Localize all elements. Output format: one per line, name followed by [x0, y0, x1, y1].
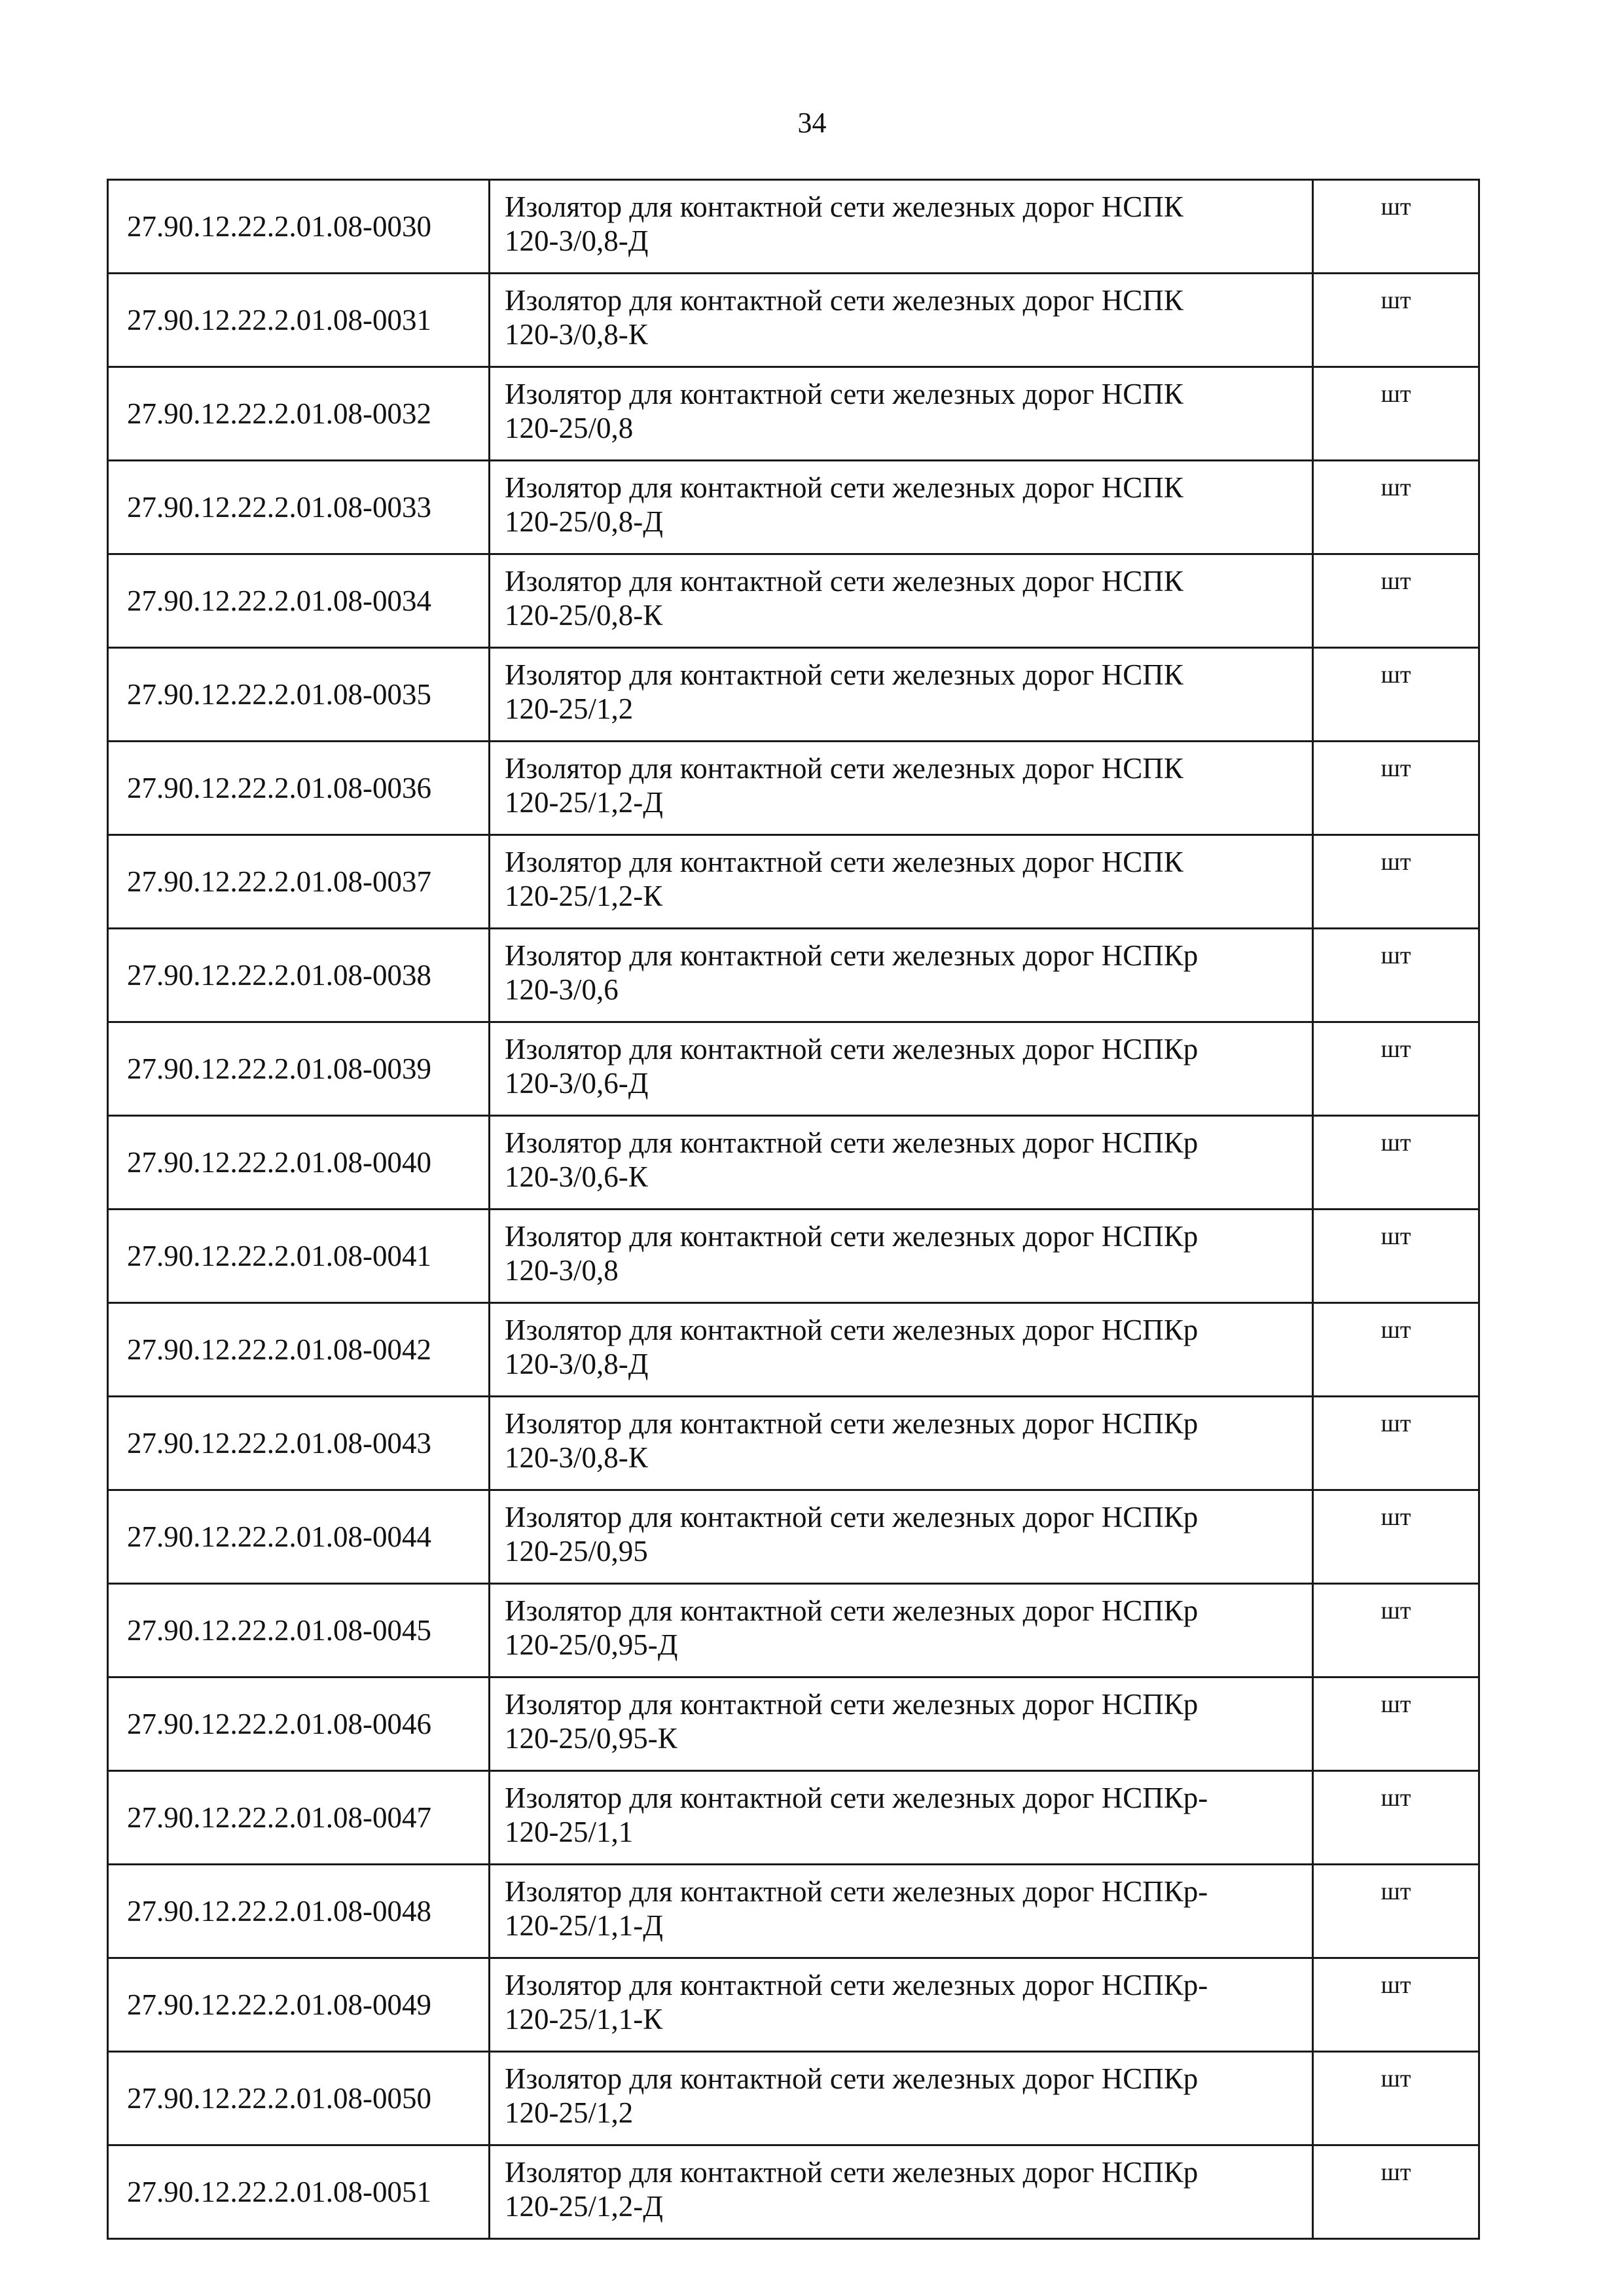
- unit-cell: шт: [1313, 1490, 1479, 1584]
- resource-name-line-2: 120-25/1,2: [505, 692, 634, 725]
- unit-cell: шт: [1313, 1958, 1479, 2052]
- table-row: [108, 554, 1479, 648]
- unit-cell: шт: [1313, 648, 1479, 742]
- resource-name-line-2: 120-25/0,8: [505, 412, 634, 444]
- resource-code-cell: 27.90.12.22.2.01.08-0050: [108, 2052, 490, 2145]
- table-row: [108, 835, 1479, 929]
- unit-cell: шт: [1313, 1116, 1479, 1210]
- table-row: [108, 461, 1479, 554]
- unit-cell: шт: [1313, 180, 1479, 274]
- resource-name-line-2: 120-25/1,2-Д: [505, 2190, 663, 2223]
- resource-name-cell: [490, 1677, 1313, 1771]
- unit-cell: шт: [1313, 2145, 1479, 2239]
- resource-code-cell: 27.90.12.22.2.01.08-0044: [108, 1490, 490, 1584]
- table-row: [108, 2145, 1479, 2239]
- resource-name-line-1: Изолятор для контактной сети железных дорог НСПК: [505, 190, 1183, 223]
- resource-name-line-1: Изолятор для контактной сети железных дорог НСПКр: [505, 1594, 1199, 1627]
- resource-name-line-1: Изолятор для контактной сети железных дорог НСПК: [505, 565, 1183, 598]
- resource-name-line-1: Изолятор для контактной сети железных дорог НСПКр: [505, 1501, 1199, 1534]
- resource-name-cell: [490, 461, 1313, 554]
- resource-name-line-2: 120-3/0,8-Д: [505, 1348, 649, 1380]
- unit-cell: шт: [1313, 742, 1479, 835]
- resource-name-line-1: Изолятор для контактной сети железных дорог НСПКр-: [505, 1782, 1208, 1814]
- resource-name-cell: [490, 742, 1313, 835]
- resource-name-cell: [490, 1022, 1313, 1116]
- resource-name-cell: [490, 835, 1313, 929]
- table-row: [108, 1022, 1479, 1116]
- resource-name-line-2: 120-25/1,1-Д: [505, 1909, 663, 1942]
- unit-cell: шт: [1313, 461, 1479, 554]
- unit-cell: шт: [1313, 1865, 1479, 1958]
- resource-name-line-2: 120-25/1,2-К: [505, 880, 663, 912]
- resource-name-cell: [490, 2145, 1313, 2239]
- resource-code-cell: 27.90.12.22.2.01.08-0033: [108, 461, 490, 554]
- resource-code-cell: 27.90.12.22.2.01.08-0043: [108, 1397, 490, 1490]
- unit-cell: шт: [1313, 1584, 1479, 1677]
- resource-name-line-1: Изолятор для контактной сети железных дорог НСПКр: [505, 1220, 1199, 1253]
- resource-code-cell: 27.90.12.22.2.01.08-0046: [108, 1677, 490, 1771]
- table-row: [108, 1490, 1479, 1584]
- resource-name-cell: [490, 1865, 1313, 1958]
- table-row: [108, 1116, 1479, 1210]
- resource-name-line-1: Изолятор для контактной сети железных дорог НСПКр: [505, 1407, 1199, 1440]
- resource-code-cell: 27.90.12.22.2.01.08-0040: [108, 1116, 490, 1210]
- table-row: [108, 742, 1479, 835]
- resource-name-cell: [490, 648, 1313, 742]
- resource-name-line-1: Изолятор для контактной сети железных дорог НСПКр: [505, 1314, 1199, 1346]
- resource-name-line-2: 120-25/0,95-Д: [505, 1628, 678, 1661]
- resource-name-cell: [490, 367, 1313, 461]
- resource-name-line-1: Изолятор для контактной сети железных дорог НСПК: [505, 752, 1183, 785]
- resource-name-line-2: 120-25/0,8-К: [505, 599, 663, 632]
- resource-name-line-2: 120-3/0,8: [505, 1254, 619, 1287]
- unit-cell: шт: [1313, 835, 1479, 929]
- resource-name-cell: [490, 929, 1313, 1022]
- resource-name-line-1: Изолятор для контактной сети железных дорог НСПК: [505, 471, 1183, 504]
- unit-cell: шт: [1313, 554, 1479, 648]
- resource-name-cell: [490, 180, 1313, 274]
- resource-name-cell: [490, 554, 1313, 648]
- unit-cell: шт: [1313, 1677, 1479, 1771]
- resource-name-line-1: Изолятор для контактной сети железных дорог НСПКр: [505, 1688, 1199, 1721]
- resource-code-cell: 27.90.12.22.2.01.08-0036: [108, 742, 490, 835]
- table-row: [108, 180, 1479, 274]
- resource-name-line-1: Изолятор для контактной сети железных дорог НСПК: [505, 658, 1183, 691]
- resource-name-line-2: 120-25/1,2-Д: [505, 786, 663, 819]
- unit-cell: шт: [1313, 1022, 1479, 1116]
- page-number: 34: [797, 107, 827, 139]
- resource-code-cell: 27.90.12.22.2.01.08-0035: [108, 648, 490, 742]
- resource-name-cell: [490, 1958, 1313, 2052]
- resource-name-cell: [490, 274, 1313, 367]
- resource-name-line-2: 120-3/0,8-К: [505, 318, 648, 351]
- resource-name-cell: [490, 1116, 1313, 1210]
- table-row: [108, 274, 1479, 367]
- resource-code-cell: 27.90.12.22.2.01.08-0034: [108, 554, 490, 648]
- resource-name-line-2: 120-3/0,6: [505, 973, 619, 1006]
- resource-name-line-1: Изолятор для контактной сети железных дорог НСПК: [505, 378, 1183, 410]
- resource-name-line-2: 120-25/1,1: [505, 1816, 634, 1848]
- resource-name-cell: [490, 2052, 1313, 2145]
- table-row: [108, 648, 1479, 742]
- resource-name-line-2: 120-25/1,2: [505, 2096, 634, 2129]
- unit-cell: шт: [1313, 2052, 1479, 2145]
- table-row: [108, 1397, 1479, 1490]
- resource-code-cell: 27.90.12.22.2.01.08-0037: [108, 835, 490, 929]
- unit-cell: шт: [1313, 274, 1479, 367]
- resource-name-cell: [490, 1490, 1313, 1584]
- resource-name-cell: [490, 1771, 1313, 1865]
- resource-name-line-2: 120-3/0,6-К: [505, 1160, 648, 1193]
- resource-name-line-1: Изолятор для контактной сети железных дорог НСПКр-: [505, 1875, 1208, 1908]
- unit-cell: шт: [1313, 367, 1479, 461]
- unit-cell: шт: [1313, 929, 1479, 1022]
- table-row: [108, 1771, 1479, 1865]
- resource-code-cell: 27.90.12.22.2.01.08-0038: [108, 929, 490, 1022]
- table-row: [108, 2052, 1479, 2145]
- resource-name-cell: [490, 1397, 1313, 1490]
- resource-name-cell: [490, 1584, 1313, 1677]
- table-row: [108, 1958, 1479, 2052]
- resource-name-line-1: Изолятор для контактной сети железных дорог НСПК: [505, 846, 1183, 878]
- resource-name-line-1: Изолятор для контактной сети железных дорог НСПКр-: [505, 1969, 1208, 2001]
- table-row: [108, 1303, 1479, 1397]
- unit-cell: шт: [1313, 1771, 1479, 1865]
- unit-cell: шт: [1313, 1303, 1479, 1397]
- resource-code-cell: 27.90.12.22.2.01.08-0039: [108, 1022, 490, 1116]
- resource-name-line-2: 120-3/0,8-Д: [505, 224, 649, 257]
- resource-code-cell: 27.90.12.22.2.01.08-0041: [108, 1210, 490, 1303]
- resource-code-cell: 27.90.12.22.2.01.08-0030: [108, 180, 490, 274]
- resource-code-cell: 27.90.12.22.2.01.08-0045: [108, 1584, 490, 1677]
- resource-table: [107, 179, 1480, 2240]
- resource-name-line-2: 120-25/0,95-К: [505, 1722, 677, 1755]
- resource-code-cell: 27.90.12.22.2.01.08-0051: [108, 2145, 490, 2239]
- table-row: [108, 1210, 1479, 1303]
- table-row: [108, 367, 1479, 461]
- resource-code-cell: 27.90.12.22.2.01.08-0031: [108, 274, 490, 367]
- unit-cell: шт: [1313, 1210, 1479, 1303]
- table-row: [108, 1865, 1479, 1958]
- resource-name-line-2: 120-3/0,6-Д: [505, 1067, 649, 1100]
- resource-name-cell: [490, 1303, 1313, 1397]
- resource-name-line-1: Изолятор для контактной сети железных дорог НСПКр: [505, 939, 1199, 972]
- resource-code-cell: 27.90.12.22.2.01.08-0032: [108, 367, 490, 461]
- resource-name-line-1: Изолятор для контактной сети железных дорог НСПКр: [505, 2062, 1199, 2095]
- resource-name-line-2: 120-3/0,8-К: [505, 1441, 648, 1474]
- resource-code-cell: 27.90.12.22.2.01.08-0049: [108, 1958, 490, 2052]
- resource-code-cell: 27.90.12.22.2.01.08-0042: [108, 1303, 490, 1397]
- resource-name-line-1: Изолятор для контактной сети железных дорог НСПКр: [505, 1033, 1199, 1066]
- resource-name-cell: [490, 1210, 1313, 1303]
- unit-cell: шт: [1313, 1397, 1479, 1490]
- resource-name-line-2: 120-25/0,95: [505, 1535, 648, 1568]
- resource-name-line-1: Изолятор для контактной сети железных дорог НСПКр: [505, 1126, 1199, 1159]
- table-row: [108, 1584, 1479, 1677]
- resource-name-line-1: Изолятор для контактной сети железных дорог НСПКр: [505, 2156, 1199, 2189]
- resource-name-line-1: Изолятор для контактной сети железных дорог НСПК: [505, 284, 1183, 317]
- table-row: [108, 929, 1479, 1022]
- resource-name-line-2: 120-25/1,1-К: [505, 2003, 663, 2036]
- resource-name-line-2: 120-25/0,8-Д: [505, 505, 663, 538]
- resource-code-cell: 27.90.12.22.2.01.08-0047: [108, 1771, 490, 1865]
- resource-code-cell: 27.90.12.22.2.01.08-0048: [108, 1865, 490, 1958]
- table-body: [108, 180, 1479, 2239]
- table-row: [108, 1677, 1479, 1771]
